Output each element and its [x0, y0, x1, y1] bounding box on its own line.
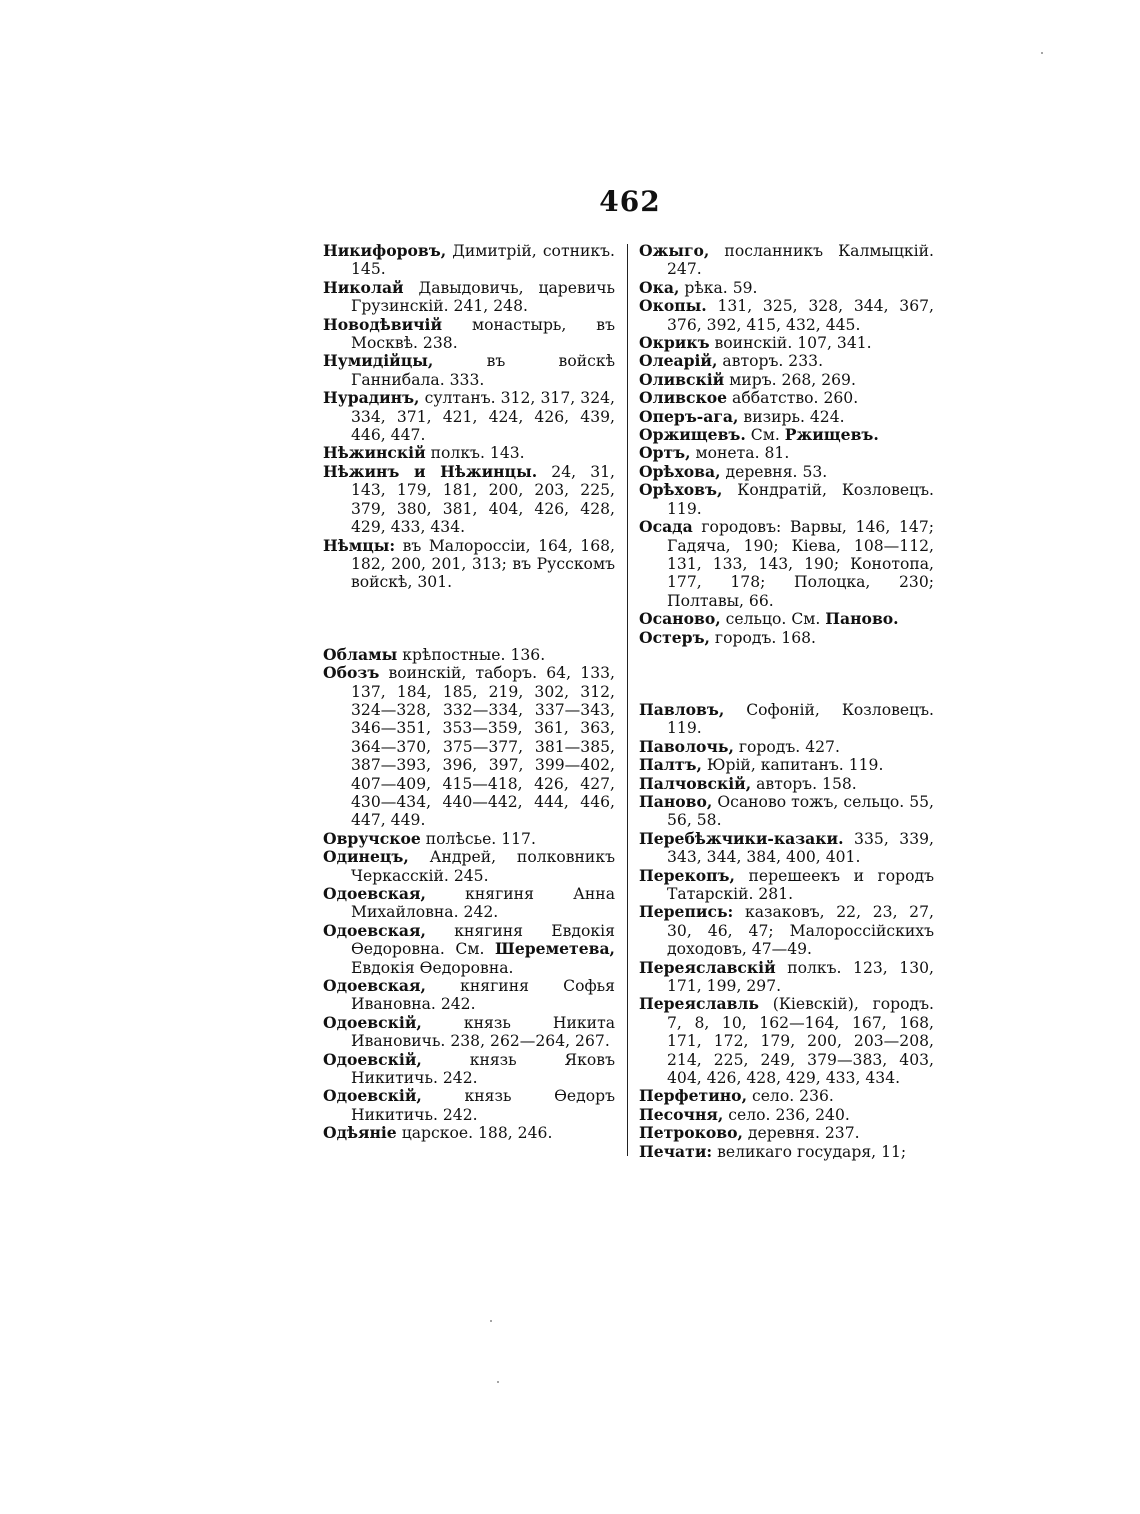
entry-heading: Одоевскій,: [323, 1012, 422, 1032]
entry-heading: Обозъ: [323, 663, 380, 683]
scan-speck: [1041, 52, 1043, 54]
left-column: [323, 242, 615, 1143]
entry-heading: Одоевскій,: [323, 1049, 422, 1069]
index-entry: [639, 352, 934, 370]
section-gap: [323, 592, 615, 646]
index-entry: [639, 426, 934, 444]
entry-text: полкъ. 123, 130, 171, 199, 297.: [667, 958, 934, 996]
entry-text: авторъ. 233.: [717, 352, 824, 371]
index-entry: [323, 1051, 615, 1088]
entry-text: князь Яковъ Никитичь. 242.: [351, 1050, 615, 1088]
entry-heading: Ока,: [639, 277, 680, 297]
index-entry: [323, 977, 615, 1014]
index-entry: [323, 444, 615, 462]
entry-text: княгиня Софья Ивановна. 242.: [351, 977, 615, 1014]
entry-text: село. 236, 240.: [723, 1105, 850, 1124]
entry-heading: Оржищевъ.: [639, 425, 746, 445]
entry-heading: Палтъ,: [639, 755, 702, 775]
entry-heading: Переяславль: [639, 994, 759, 1014]
entry-text: великаго государя, 11;: [712, 1142, 907, 1161]
entry-text: князь Өедоръ Никитичь. 242.: [351, 1087, 615, 1124]
entry-text: Юрій, капитанъ. 119.: [701, 756, 884, 775]
entry-heading: Олеарій,: [639, 351, 718, 371]
entry-heading: Нѣжинскій: [323, 443, 426, 463]
entry-heading: Нумидійцы,: [323, 351, 434, 371]
entry-text: 335, 339, 343, 344, 384, 400, 401.: [667, 829, 934, 867]
entry-heading: Одоевскій,: [323, 1086, 422, 1106]
entry-heading: Одинецъ,: [323, 847, 409, 867]
index-entry: [323, 1087, 615, 1124]
entry-text: 24, 31, 143, 179, 181, 200, 203, 225, 379, 380, 381, 404, 426, 428, 429, 433, 434.: [351, 462, 615, 537]
index-entry: [639, 867, 934, 904]
entry-heading: Никифоровъ,: [323, 241, 447, 260]
entry-heading: Одоевская,: [323, 920, 426, 940]
entry-heading: Павловъ,: [639, 699, 725, 719]
index-entry: [323, 463, 615, 537]
index-entry: [639, 463, 934, 481]
section-o: [323, 646, 615, 1143]
entry-text: рѣка. 59.: [679, 278, 758, 297]
entry-text: полѣсье. 117.: [420, 829, 536, 848]
entry-text: Кондратій, Козловецъ. 119.: [667, 481, 934, 518]
index-entry: [639, 830, 934, 867]
index-entry: [639, 738, 934, 756]
index-entry: [323, 830, 615, 848]
entry-text: визирь. 424.: [738, 407, 845, 426]
index-entry: [323, 316, 615, 353]
entry-text: Софоній, Козловецъ. 119.: [667, 700, 934, 738]
scan-speck: [490, 1320, 492, 1322]
index-entry: [639, 389, 934, 407]
index-entry: [639, 408, 934, 426]
entry-heading: Петроково,: [639, 1123, 743, 1143]
entry-heading: Орѣховъ,: [639, 480, 723, 500]
entry-heading: Шереметева,: [495, 939, 615, 959]
index-entry: [639, 1106, 934, 1124]
entry-heading: Ожыго,: [639, 241, 710, 260]
entry-text: царское. 188, 246.: [396, 1124, 553, 1143]
index-entry: [639, 629, 934, 647]
entry-text: Андрей, полковникъ Черкасскій. 245.: [351, 848, 615, 885]
entry-text: монета. 81.: [690, 444, 790, 463]
index-entry: [323, 646, 615, 664]
entry-heading: Нѣжинъ и Нѣжинцы.: [323, 461, 538, 481]
entry-text: село. 236.: [747, 1087, 834, 1106]
entry-heading: Палчовскій,: [639, 773, 752, 793]
entry-text: въ Малороссіи, 164, 168, 182, 200, 201, 313; въ Русскомъ войскѣ, 301.: [351, 536, 615, 592]
scan-speck: [497, 1381, 499, 1383]
entry-heading: Паволочь,: [639, 736, 734, 756]
index-entry: [639, 701, 934, 738]
entry-heading: Перебѣжчики-казаки.: [639, 828, 844, 848]
entry-heading: Паново.: [825, 609, 899, 629]
index-entry: [323, 389, 615, 444]
entry-text: городъ. 427.: [733, 737, 840, 756]
entry-text: крѣпостные. 136.: [397, 645, 546, 664]
entry-text: городовъ: Варвы, 146, 147; Гадяча, 190; Кіева, 108—112, 131, 133, 143, 190; Конотопа, 177, 178; Полоцка, 230; Полтавы, 66.: [667, 518, 934, 610]
entry-text: воинскій. 107, 341.: [709, 334, 872, 353]
entry-text: княгиня Анна Михайловна. 242.: [351, 885, 615, 922]
entry-heading: Окопы.: [639, 296, 707, 316]
entry-text: (Кіевскій), городъ. 7, 8, 10, 162—164, 167, 168, 171, 172, 179, 200, 203—208, 214, 225, 249, 379—383, 403, 404, 426, 428, 429, 433, 434.: [667, 995, 934, 1088]
entry-heading: Оливскій: [639, 369, 725, 389]
entry-heading: Перепись:: [639, 902, 734, 922]
entry-text: посланникъ Калмыцкій. 247.: [667, 242, 934, 279]
index-entry: [639, 481, 934, 518]
entry-text: См.: [745, 426, 785, 445]
index-entry: [639, 297, 934, 334]
entry-text: сельцо. См.: [720, 610, 826, 629]
entry-text: 131, 325, 328, 344, 367, 376, 392, 415, 432, 445.: [667, 297, 934, 334]
index-entry: [639, 959, 934, 996]
entry-heading: Николай: [323, 277, 404, 297]
index-entry: [323, 537, 615, 592]
index-entry: [323, 885, 615, 922]
index-entry: [323, 242, 615, 279]
entry-text: Евдокія Өедоровна.: [351, 958, 514, 977]
index-entry: [639, 793, 934, 830]
entry-text: деревня. 237.: [742, 1124, 860, 1143]
entry-text: миръ. 268, 269.: [724, 370, 856, 389]
index-entry: [639, 518, 934, 610]
entry-heading: Нѣмцы:: [323, 535, 396, 555]
entry-text: князь Никита Ивановичь. 238, 262—264, 267.: [351, 1013, 615, 1051]
entry-text: аббатство. 260.: [727, 389, 859, 408]
entry-heading: Печати:: [639, 1141, 713, 1161]
entry-heading: Осада: [639, 517, 693, 537]
entry-heading: Нурадинъ,: [323, 388, 420, 408]
entry-heading: Оливское: [639, 388, 728, 408]
entry-text: перешеекъ и городъ Татарскій. 281.: [667, 866, 934, 903]
entry-text: казаковъ, 22, 23, 27, 30, 46, 47; Малороссійскихъ доходовъ, 47—49.: [667, 903, 934, 959]
entry-heading: Оперъ-ага,: [639, 406, 739, 426]
index-entry: [639, 242, 934, 279]
entry-text: въ войскѣ Ганнибала. 333.: [351, 352, 615, 389]
entry-heading: Остеръ,: [639, 627, 710, 647]
entry-heading: Перфетино,: [639, 1086, 748, 1106]
entry-text: княгиня Евдокія Өедоровна. См.: [351, 921, 615, 959]
entry-text: городъ. 168.: [709, 628, 817, 647]
index-entry: [639, 1087, 934, 1105]
index-entry: [639, 995, 934, 1087]
index-entry: [639, 334, 934, 352]
index-entry: [323, 664, 615, 830]
entry-heading: Паново,: [639, 791, 713, 811]
page-number: 462: [599, 185, 661, 218]
index-entry: [323, 1014, 615, 1051]
index-entry: [323, 1124, 615, 1142]
entry-heading: Овручское: [323, 828, 421, 848]
entry-heading: Переяславскій: [639, 957, 776, 977]
index-entry: [639, 444, 934, 462]
index-entry: [323, 848, 615, 885]
section-gap: [639, 647, 934, 701]
entry-heading: Осаново,: [639, 609, 721, 629]
entry-heading: Одѣяніе: [323, 1123, 397, 1143]
index-entry: [639, 610, 934, 628]
entry-heading: Окрикъ: [639, 333, 710, 353]
column-divider: [627, 244, 628, 1156]
entry-text: Осаново тожъ, сельцо. 55, 56, 58.: [667, 792, 934, 830]
entry-text: полкъ. 143.: [425, 444, 525, 463]
entry-heading: Одоевская,: [323, 976, 426, 996]
index-entry: [639, 1143, 934, 1161]
entry-heading: Новодѣвичій: [323, 314, 443, 334]
entry-text: султанъ. 312, 317, 324, 334, 371, 421, 424, 426, 439, 446, 447.: [351, 389, 615, 445]
entry-heading: Песочня,: [639, 1104, 724, 1124]
entry-heading: Одоевская,: [323, 884, 426, 903]
index-entry: [639, 371, 934, 389]
section-p: [639, 701, 934, 1161]
entry-text: авторъ. 158.: [751, 774, 857, 793]
entry-text: монастырь, въ Москвѣ. 238.: [351, 315, 615, 353]
right-column: [639, 242, 934, 1161]
entry-text: Димитрій, сотникъ. 145.: [351, 242, 615, 279]
entry-heading: Перекопъ,: [639, 865, 735, 885]
index-entry: [323, 922, 615, 977]
index-entry: [323, 279, 615, 316]
index-entry: [323, 352, 615, 389]
entry-text: воинскій, таборъ. 64, 133, 137, 184, 185, 219, 302, 312, 324—328, 332—334, 337—343, 346—351, 353—359, 361, 363, 364—370, 375—377, 381—385, 387—393, 396, 397, 399—402, 407—409, 415—418, 426, 427, 430—434, 440—442, 444, 446, 447, 449.: [351, 664, 615, 830]
section-n: [323, 242, 615, 592]
index-entry: [639, 279, 934, 297]
entry-text: деревня. 53.: [720, 462, 828, 481]
index-entry: [639, 1124, 934, 1142]
section-o: [639, 242, 934, 647]
entry-heading: Ржищевъ.: [784, 425, 879, 445]
index-entry: [639, 756, 934, 774]
index-entry: [639, 903, 934, 958]
entry-text: Давыдовичь, царевичь Грузинскій. 241, 248.: [351, 278, 615, 316]
index-entry: [639, 775, 934, 793]
entry-heading: Обламы: [323, 644, 398, 664]
entry-heading: Ортъ,: [639, 443, 691, 463]
entry-heading: Орѣхова,: [639, 461, 721, 481]
